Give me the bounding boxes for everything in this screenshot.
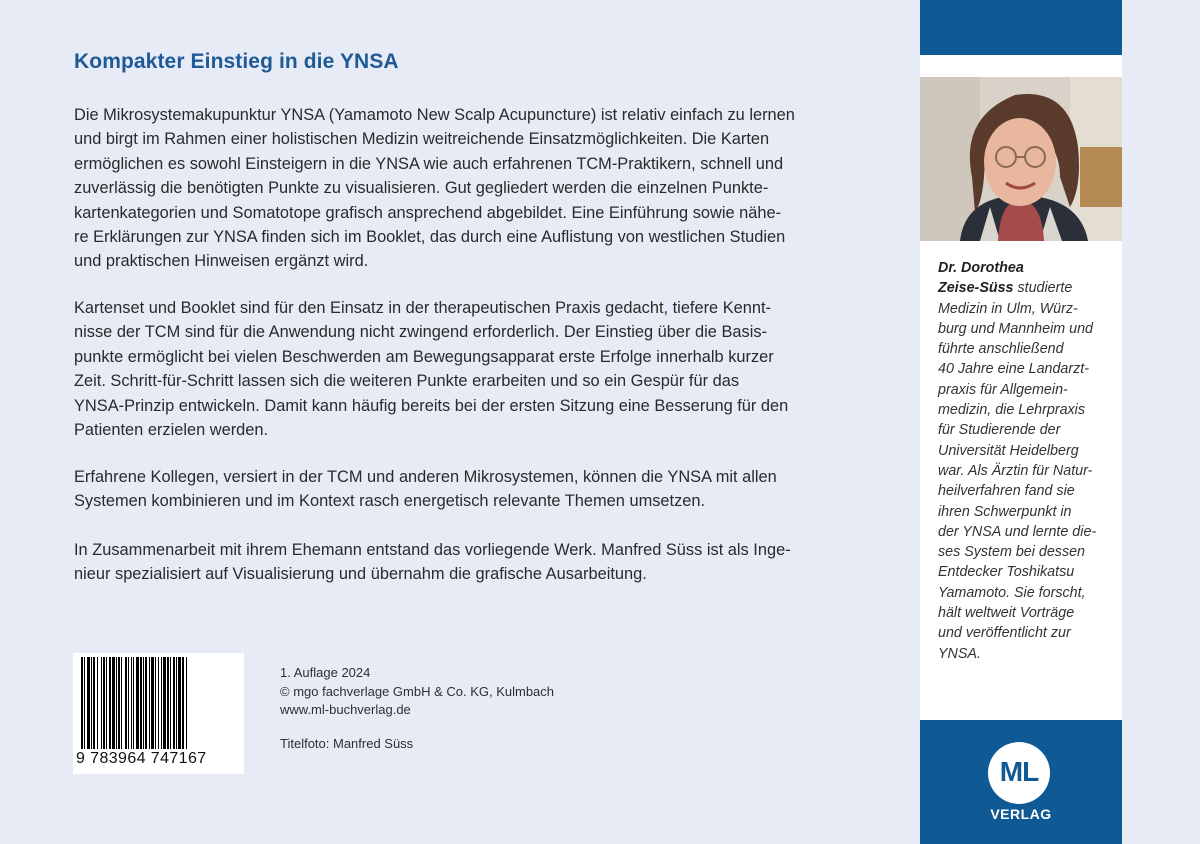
bio-line: medizin, die Lehrpraxis xyxy=(938,402,1086,419)
bio-line: praxis für Allgemein- xyxy=(938,381,1068,398)
isbn-barcode xyxy=(73,653,244,774)
text-line: YNSA-Prinzip entwickeln. Damit kann häufig bereits bei der ersten Sitzung eine Besserung für den xyxy=(74,396,789,415)
bio-first-tail: studierte xyxy=(1013,280,1073,297)
bio-line: heilverfahren fand sie xyxy=(938,483,1075,500)
text-line: kartenkategorien und Somatotope grafisch ansprechend abgebildet. Eine Einführung sowie nähe- xyxy=(74,203,782,222)
bio-line: der YNSA und lernte die- xyxy=(938,523,1097,540)
text-line: re Erklärungen zur YNSA finden sich im Booklet, das durch eine Auflistung von westlichen Studien xyxy=(74,228,786,247)
logo-subtitle: VERLAG xyxy=(990,806,1052,822)
author-name-line-2: Zeise-Süss xyxy=(938,280,1014,297)
author-bio xyxy=(938,258,1116,664)
bio-line: burg und Mannheim und xyxy=(938,320,1093,337)
text-line: Die Mikrosystemakupunktur YNSA (Yamamoto New Scalp Acupuncture) ist relativ einfach zu lernen xyxy=(74,106,795,124)
bio-line: war. Als Ärztin für Natur- xyxy=(938,462,1093,479)
text-line: und birgt im Rahmen einer holistischen Medizin weitreichende Einsatzmöglichkeiten. Die Karten xyxy=(74,130,770,149)
text-line: und praktischen Hinweisen ergänzt wird. xyxy=(74,252,369,271)
bio-line: ihren Schwerpunkt in xyxy=(938,503,1072,520)
imprint-website: www.ml-buchverlag.de xyxy=(280,702,411,717)
barcode-digits: 9 783964 747167 xyxy=(76,750,207,767)
bio-line: 40 Jahre eine Landarzt- xyxy=(938,361,1090,378)
text-line: nieur spezialisiert auf Visualisierung und übernahm die grafische Ausarbeitung. xyxy=(74,565,647,584)
text-line: Patienten erzielen werden. xyxy=(74,421,269,440)
publisher-logo-block xyxy=(920,720,1122,844)
text-line: Erfahrene Kollegen, versiert in der TCM und anderen Mikrosystemen, können die YNSA mit allen xyxy=(74,468,777,486)
top-color-bar xyxy=(920,0,1122,55)
author-name-line-1: Dr. Dorothea xyxy=(938,260,1024,276)
paragraph-collaboration xyxy=(74,538,834,587)
imprint-photo-credit: Titelfoto: Manfred Süss xyxy=(280,735,414,751)
bio-line: ses System bei dessen xyxy=(938,544,1086,561)
author-sidebar xyxy=(920,0,1122,844)
bio-line: YNSA. xyxy=(938,645,981,662)
text-line: Zeit. Schritt-für-Schritt lassen sich die weiteren Punkte erarbeiten und so ein Gespür für das xyxy=(74,372,740,391)
text-line: zuverlässig die benötigten Punkte zu visualisieren. Gut gegliedert werden die einzelnen Punkte- xyxy=(74,179,769,198)
publisher-logo xyxy=(988,742,1050,804)
bio-line: Yamamoto. Sie forscht, xyxy=(938,584,1086,601)
paragraph-intro xyxy=(74,103,834,274)
barcode-bars xyxy=(81,657,236,749)
text-line: Systemen kombinieren und im Kontext rasch energetisch relevante Themen umsetzen. xyxy=(74,492,706,511)
bio-line: Entdecker Toshikatsu xyxy=(938,564,1075,581)
page-title: Kompakter Einstieg in die YNSA xyxy=(74,50,399,73)
author-photo xyxy=(920,77,1122,241)
text-line: Kartenset und Booklet sind für den Einsatz in der therapeutischen Praxis gedacht, tiefere Kennt- xyxy=(74,299,772,317)
imprint-publisher: © mgo fachverlage GmbH & Co. KG, Kulmbach xyxy=(280,683,555,699)
bio-line: und veröffentlicht zur xyxy=(938,625,1071,642)
bio-line: für Studierende der xyxy=(938,422,1061,439)
text-line: ermöglichen es sowohl Einsteigern in die YNSA wie auch erfahrenen TCM-Praktikern, schnell und xyxy=(74,154,784,173)
text-line: nisse der TCM sind für die Anwendung nicht zwingend erforderlich. Der Einstieg über die Basis- xyxy=(74,323,768,342)
bio-line: Medizin in Ulm, Würz- xyxy=(938,300,1078,317)
paragraph-experienced xyxy=(74,465,834,514)
bio-line: Universität Heidelberg xyxy=(938,442,1079,459)
text-line: In Zusammenarbeit mit ihrem Ehemann entstand das vorliegende Werk. Manfred Süss ist als Inge- xyxy=(74,541,791,559)
imprint xyxy=(280,664,554,753)
paragraph-practice xyxy=(74,296,834,442)
text-line: punkte ermöglicht bei vielen Beschwerden am Bewegungsapparat erste Erfolge innerhalb kurzer xyxy=(74,347,774,366)
logo-mark: ML xyxy=(999,756,1039,787)
imprint-edition: 1. Auflage 2024 xyxy=(280,665,371,680)
bio-line: hält weltweit Vorträge xyxy=(938,605,1075,622)
bio-line: führte anschließend xyxy=(938,341,1064,358)
